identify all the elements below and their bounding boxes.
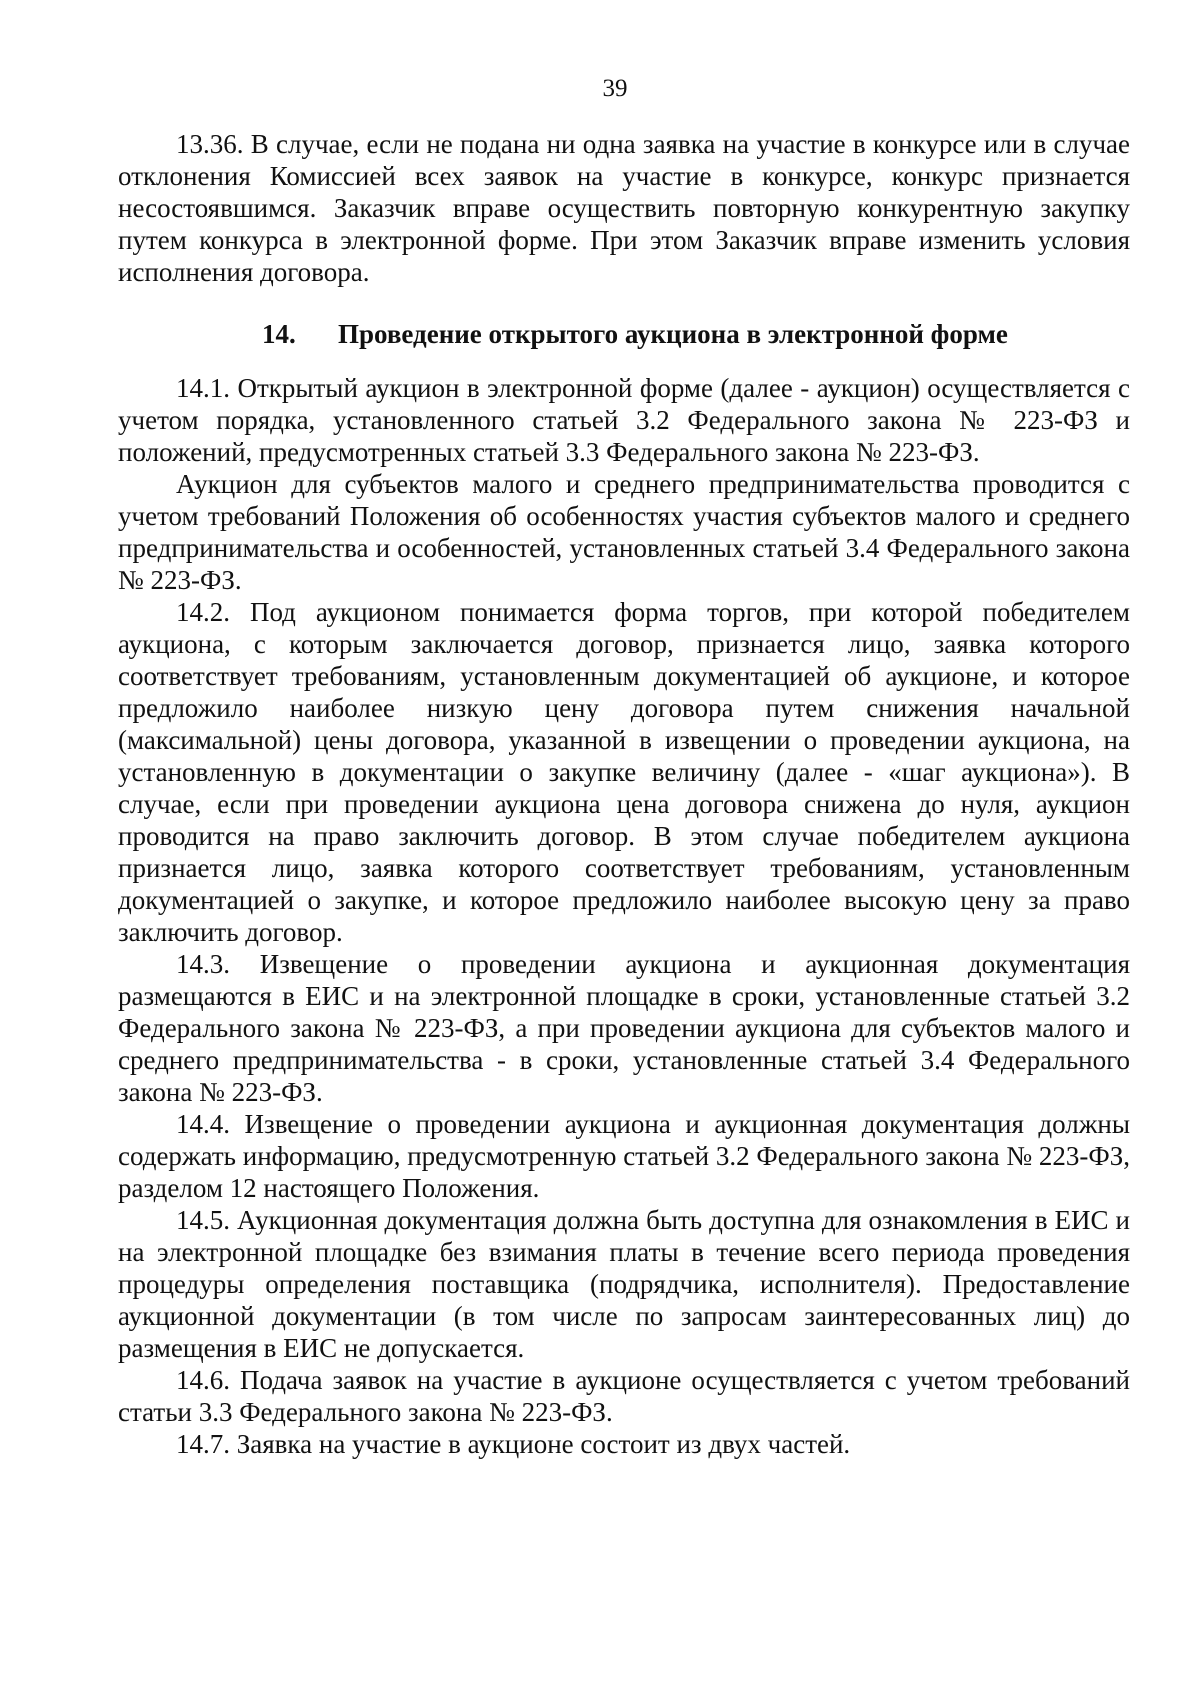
paragraph-14-5: 14.5. Аукционная документация должна быть доступна для ознакомления в ЕИС и на электронной площадке без взимания платы в течение всего периода проведения процедуры определения поставщика (подрядчика, исполнителя). Предоставление аукционной документации (в том числе по запросам заинтересованных лиц) до размещения в ЕИС не допускается. [118,1205,1130,1363]
paragraph-14-1-smb: Аукцион для субъектов малого и среднего предпринимательства проводится с учетом требований Положения об особенностях участия субъектов малого и среднего предпринимательства и особенностей, установленных статьей 3.4 Федерального закона № 223-ФЗ. [118,469,1130,595]
paragraph-14-6: 14.6. Подача заявок на участие в аукционе осуществляется с учетом требований статьи 3.3 Федерального закона № 223-ФЗ. [118,1365,1130,1427]
paragraph-13-36: 13.36. В случае, если не подана ни одна заявка на участие в конкурсе или в случае отклонения Комиссией всех заявок на участие в конкурсе, конкурс признается несостоявшимся. Заказчик вправе осуществить повторную конкурентную закупку путем конкурса в электронной форме. При этом Заказчик вправе изменить условия исполнения договора. [118,129,1130,287]
paragraph-14-4: 14.4. Извещение о проведении аукциона и аукционная документация должны содержать информацию, предусмотренную статьей 3.2 Федерального закона № 223-ФЗ, разделом 12 настоящего Положения. [118,1109,1130,1203]
document-body [118,128,1130,1460]
section-title: Проведение открытого аукциона в электронной форме [338,319,1008,349]
paragraph-14-7: 14.7. Заявка на участие в аукционе состоит из двух частей. [176,1429,851,1459]
paragraph-14-3: 14.3. Извещение о проведении аукциона и аукционная документация размещаются в ЕИС и на электронной площадке в сроки, установленные статьей 3.2 Федерального закона № 223-ФЗ, а при проведении аукциона для субъектов малого и среднего предпринимательства - в сроки, установленные статьей 3.4 Федерального закона № 223-ФЗ. [118,949,1130,1107]
paragraph-14-1: 14.1. Открытый аукцион в электронной форме (далее - аукцион) осуществляется с учетом порядка, установленного статьей 3.2 Федерального закона № 223-ФЗ и положений, предусмотренных статьей 3.3 Федерального закона № 223-ФЗ. [118,373,1130,467]
paragraph-14-2: 14.2. Под аукционом понимается форма торгов, при которой победителем аукциона, с которым заключается договор, признается лицо, заявка которого соответствует требованиям, установленным документацией об аукционе, и которое предложило наиболее низкую цену договора путем снижения начальной (максимальной) цены договора, указанной в извещении о проведении аукциона, на установленную в документации о закупке величину (далее - «шаг аукциона»). В случае, если при проведении аукциона цена договора снижена до нуля, аукцион проводится на право заключить договор. В этом случае победителем аукциона признается лицо, заявка которого соответствует требованиям, установленным документацией о закупке, и которое предложило наиболее высокую цену за право заключить договор. [118,597,1130,947]
page-number: 39 [602,75,628,102]
section-heading [118,318,1130,350]
section-number: 14. [262,319,296,349]
